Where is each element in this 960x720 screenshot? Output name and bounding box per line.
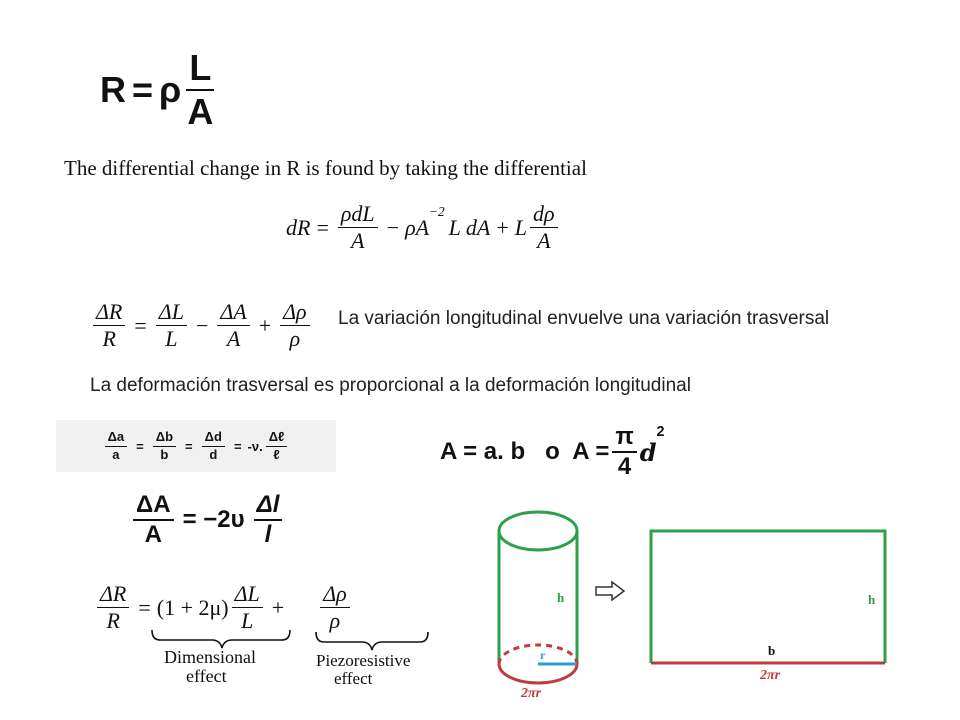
note-transverse: La variación longitudinal envuelve una variación trasversal	[338, 308, 830, 329]
note-proportional: La deformación trasversal es proporcional a la deformación longitudinal	[90, 375, 691, 396]
eq2-equals: =	[316, 214, 329, 240]
eq7-l-den: R	[106, 608, 120, 634]
eq2-t2-exp: −2	[429, 204, 445, 219]
eq4-eq1: =	[136, 438, 144, 454]
eq3-plus: +	[258, 312, 272, 338]
eq7-a-den: L	[241, 608, 254, 634]
eq1-numerator: L	[186, 48, 214, 91]
eq2-t2-rest: L dA	[448, 214, 491, 240]
eq7-plus: +	[271, 594, 285, 620]
eq7-paren: (1 + 2μ)	[156, 594, 229, 620]
eq4-eq2: =	[185, 438, 193, 454]
cylinder-radius-label: r	[540, 648, 546, 662]
eq4-eq3: =	[233, 438, 242, 454]
eq3-l-num: ΔR	[93, 300, 125, 326]
eq4-f2-num: Δb	[153, 430, 176, 446]
piezo-line2: effect	[334, 668, 373, 688]
dimensional-line2: effect	[186, 665, 227, 686]
eq3-c-den: ρ	[289, 326, 301, 352]
dimensional-line1: Dimensional	[164, 647, 256, 667]
cylinder-top	[499, 512, 577, 550]
eq3-b-den: A	[226, 326, 241, 352]
eq2-t3-coef: L	[514, 214, 528, 240]
piezo-line1: Piezoresistive	[316, 651, 411, 670]
cylinder-bottom-front	[499, 664, 577, 683]
eq4-f3-den: d	[209, 446, 218, 462]
eq7-b-den: ρ	[329, 608, 341, 634]
eq2-t1-den: A	[351, 228, 365, 254]
eq2-plus: +	[496, 214, 509, 240]
eq3-minus: −	[195, 312, 209, 338]
eq2-minus: −	[386, 214, 400, 240]
eq5-exp: 2	[656, 424, 665, 440]
cylinder-bottom-back	[499, 645, 577, 664]
eq5-den: 4	[617, 453, 632, 481]
eq2-lhs: dR	[286, 214, 311, 240]
eq5-post: d	[639, 437, 657, 467]
rectangle-circumference-label: 2πr	[760, 668, 781, 683]
eq3-c-num: Δρ	[280, 300, 309, 326]
eq3-l-den: R	[102, 326, 116, 352]
eq1-rho: ρ	[159, 68, 182, 110]
eq6-mid: = −2υ	[182, 506, 245, 534]
eq5-num: π	[612, 424, 636, 453]
eq7-b-num: Δρ	[320, 582, 349, 608]
eq4-f2-den: b	[160, 446, 169, 462]
eq1-lhs: R	[100, 68, 126, 110]
cylinder-circumference-label: 2πr	[521, 686, 542, 701]
eq4-f1-num: Δa	[105, 430, 128, 446]
eq3-a-num: ΔL	[156, 300, 187, 326]
eq3-a-den: L	[165, 326, 178, 352]
eq1-denominator: A	[187, 90, 214, 132]
eq2-t3-den: A	[537, 228, 551, 254]
eq2-t2: ρA	[405, 214, 430, 240]
eq4-f3-num: Δd	[202, 430, 225, 446]
eq1-equals: =	[132, 68, 154, 110]
eq4-neg-nu: -ν.	[247, 438, 263, 454]
rectangle-height-label: h	[868, 592, 876, 607]
eq6-r-den: l	[264, 521, 272, 549]
intro-text: The differential change in R is found by taking the differential	[64, 156, 587, 180]
eq4-f4-num: Δℓ	[266, 430, 288, 446]
eq2-t1-num: ρdL	[338, 202, 378, 228]
rectangle-base-label: b	[768, 643, 776, 658]
eq4-f4-den: ℓ	[273, 446, 280, 462]
eq7-a-num: ΔL	[232, 582, 263, 608]
eq5-pre: A = a. b o A =	[440, 438, 610, 466]
eq4-f1-den: a	[112, 446, 120, 462]
unroll-arrow-icon	[596, 582, 624, 600]
eq2-t3-num: dρ	[530, 202, 558, 228]
eq3-equals: =	[134, 312, 147, 338]
eq7-l-num: ΔR	[97, 582, 129, 608]
eq3-b-num: ΔA	[217, 300, 249, 326]
eq6-l-den: A	[144, 521, 162, 549]
cylinder-height-label: h	[557, 590, 565, 605]
eq6-r-num: Δl	[254, 492, 283, 521]
eq7-equals: =	[138, 594, 151, 620]
eq6-l-num: ΔA	[133, 492, 174, 521]
